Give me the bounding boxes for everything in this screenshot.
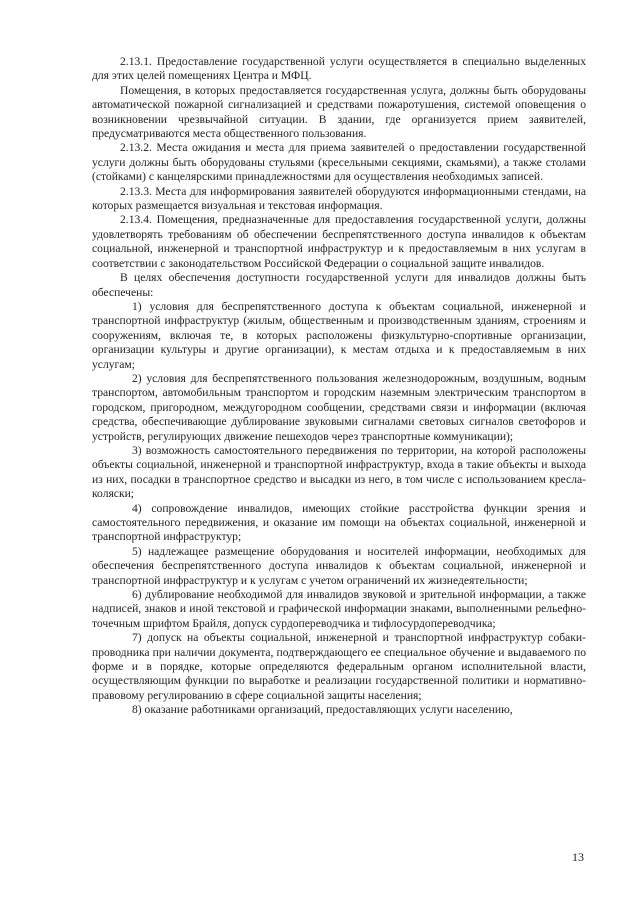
list-item: 5) надлежащее размещение оборудования и носителей информации, необходимых для обеспечения беспрепятственного доступа инвалидов к объектам социальной, инженерной и транспортной инфраструктур и к услугам с учетом ограничений их жизнедеятельности; [92,544,586,587]
list-item: 8) оказание работниками организаций, предоставляющих услуги населению, [132,703,513,717]
paragraph-accessibility-intro: В целях обеспечения доступности государственной услуги для инвалидов должны быть обеспечены: [92,271,586,299]
list-item: 1) условия для беспрепятственного доступа к объектам социальной, инженерной и транспортной инфраструктур (жилым, общественным и производственным зданиям, строениям и сооружениям, включая те, в которых расположены физкультурно-спортивные организации, организации культуры и другие организации), к местам отдыха и к предоставляемым в них услугам; [92,299,586,371]
paragraph-2-13-2: 2.13.2. Места ожидания и места для приема заявителей о предоставлении государственной услуги должны быть оборудованы стульями (кресельными секциями, скамьями), а также столами (стойками) с канцелярскими принадлежностями для осуществления необходимых записей. [92,141,586,184]
list-item: 4) сопровождение инвалидов, имеющих стойкие расстройства функции зрения и самостоятельного передвижения, и оказание им помощи на объектах социальной, инженерной и транспортной инфраструктур; [92,501,586,544]
document-body [92,55,586,718]
page-number: 13 [572,850,584,864]
list-item: 2) условия для беспрепятственного пользования железнодорожным, воздушным, водным транспортом, автомобильным транспортом и городским наземным электрическим транспортом в городском, пригородном, междугородном сообщении, средствами связи и информации (включая средства, обеспечивающие дублирование звуковыми сигналами световых сигналов светофоров и устройств, регулирующих движение пешеходов через транспортные коммуникации); [92,371,586,443]
paragraph-2-13-4: 2.13.4. Помещения, предназначенные для предоставления государственной услуги, должны удовлетворять требованиям об обеспечении беспрепятственного доступа инвалидов к объектам социальной, инженерной и транспортной инфраструктур и к предоставляемым в них услугам в соответствии с законодательством Российской Федерации о социальной защите инвалидов. [92,213,586,270]
paragraph-2-13-3: 2.13.3. Места для информирования заявителей оборудуются информационными стендами, на которых размещается визуальная и текстовая информация. [92,184,586,213]
paragraph-2-13-1: 2.13.1. Предоставление государственной услуги осуществляется в специально выделенных для этих целей помещениях Центра и МФЦ. [92,55,586,83]
list-item: 7) допуск на объекты социальной, инженерной и транспортной инфраструктур собаки-проводника при наличии документа, подтверждающего ее специальное обучение и выдаваемого по форме и в порядке, которые определяются федеральным органом исполнительной власти, осуществляющим функции по выработке и реализации государственной политики и нормативно-правовому регулированию в сфере социальной защиты населения; [92,631,586,702]
list-item: 3) возможность самостоятельного передвижения по территории, на которой расположены объекты социальной, инженерной и транспортной инфраструктур, входа в такие объекты и выхода из них, посадки в транспортное средство и высадки из него, в том числе с использованием кресла-коляски; [92,443,586,501]
list-item: 6) дублирование необходимой для инвалидов звуковой и зрительной информации, а также надписей, знаков и иной текстовой и графической информации знаками, выполненными рельефно-точечным шрифтом Брайля, допуск сурдопереводчика и тифлосурдопереводчика; [92,588,586,630]
paragraph-premises: Помещения, в которых предоставляется государственная услуга, должны быть оборудованы автоматической пожарной сигнализацией и средствами пожаротушения, системой оповещения о возникновении чрезвычайной ситуации. В здании, где организуется прием заявителей, предусматриваются места общественного пользования. [92,83,586,141]
